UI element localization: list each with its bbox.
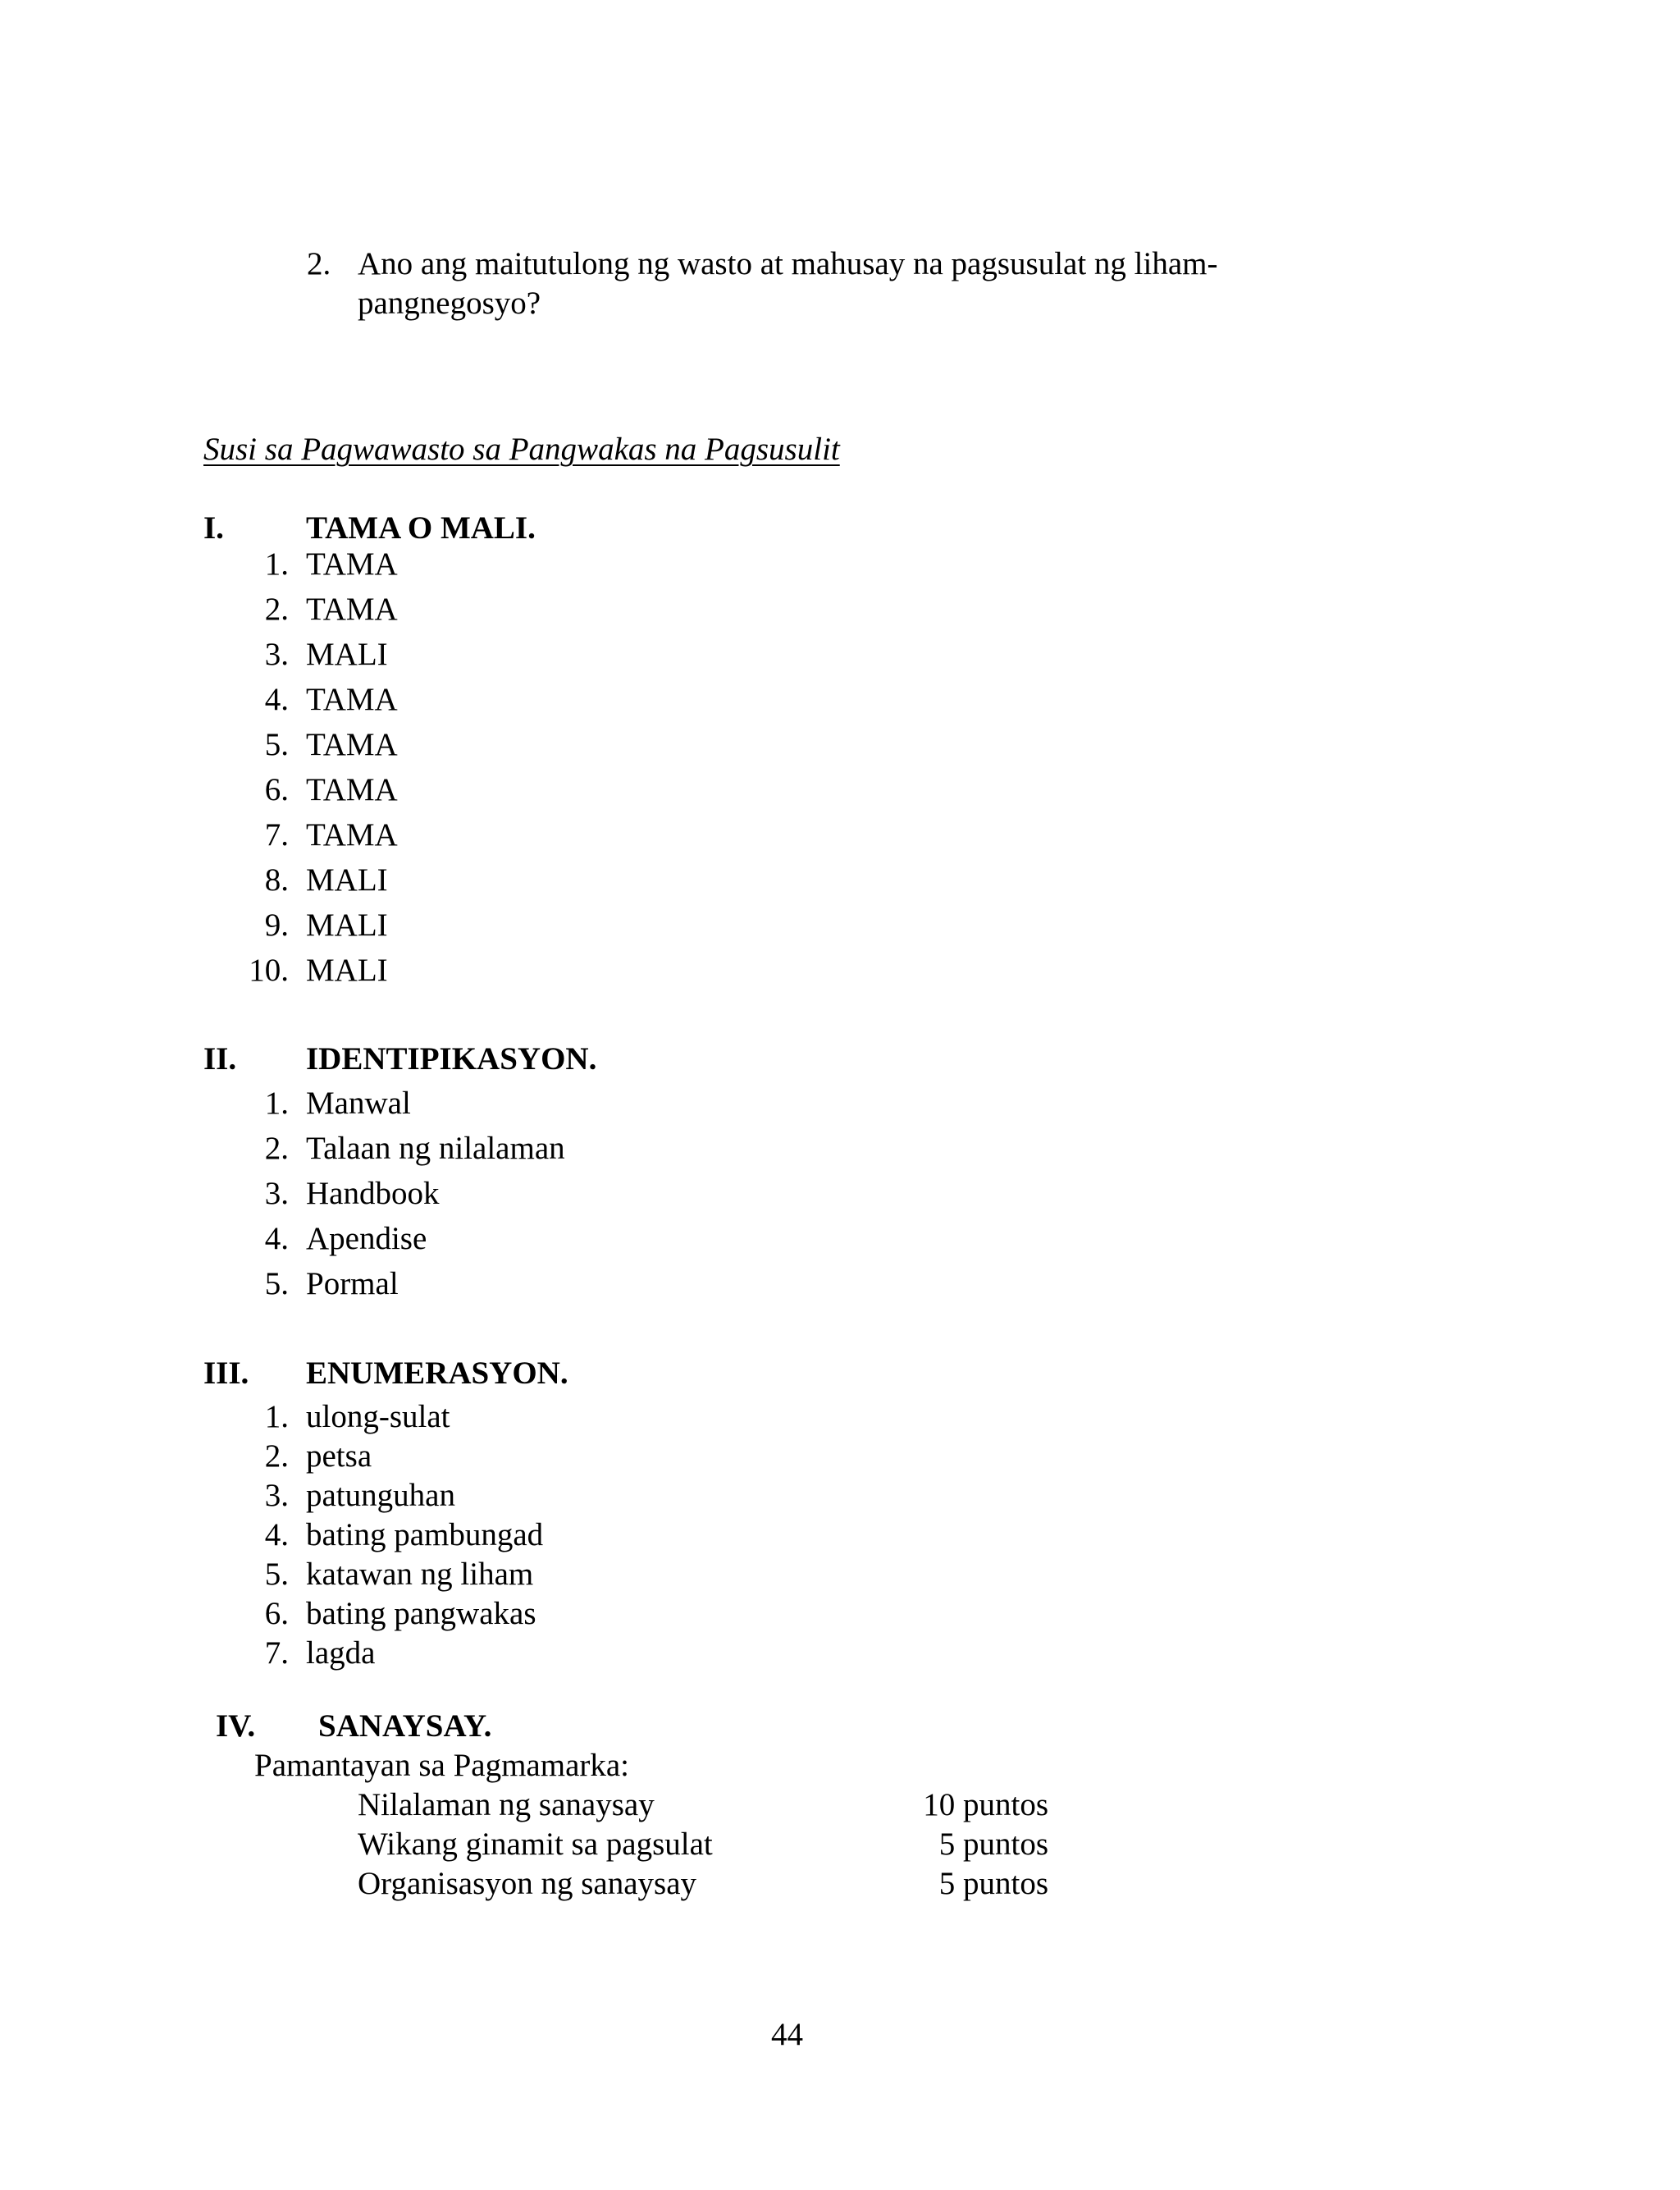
list-item-answer: bating pangwakas	[306, 1596, 536, 1631]
list-item-answer: Manwal	[306, 1086, 411, 1121]
page-number: 44	[771, 2017, 803, 2052]
rubric-criterion: Nilalaman ng sanaysay	[358, 1787, 655, 1822]
section-title: SANAYSAY.	[318, 1708, 492, 1744]
question-line-1: Ano ang maitutulong ng wasto at mahusay na pagsusulat ng liham-	[358, 246, 1218, 281]
list-item-answer: Apendise	[306, 1221, 427, 1256]
list-item-answer: patunguhan	[306, 1478, 455, 1513]
answer-key-title: Susi sa Pagwawasto sa Pangwakas na Pagsusulit	[203, 432, 840, 467]
list-item-number: 10.	[249, 953, 289, 988]
list-item-number: 1.	[264, 546, 289, 582]
list-item-number: 2.	[264, 1438, 289, 1474]
rubric-points: 5 puntos	[938, 1827, 1048, 1862]
section-numeral: II.	[203, 1041, 237, 1077]
list-item-answer: TAMA	[306, 682, 398, 717]
list-item-number: 4.	[264, 1221, 289, 1256]
rubric-points: 5 puntos	[938, 1866, 1048, 1901]
rubric-criterion: Organisasyon ng sanaysay	[358, 1866, 697, 1901]
list-item-answer: TAMA	[306, 546, 398, 582]
list-item-answer: katawan ng liham	[306, 1557, 534, 1592]
rubric-criterion: Wikang ginamit sa pagsulat	[358, 1827, 713, 1862]
section-title: TAMA O MALI.	[306, 510, 536, 546]
list-item-number: 5.	[264, 727, 289, 762]
list-item-number: 4.	[264, 1517, 289, 1552]
question-line-2: pangnegosyo?	[358, 286, 541, 321]
section-numeral: I.	[203, 510, 224, 546]
list-item-answer: TAMA	[306, 772, 398, 807]
list-item-number: 5.	[264, 1557, 289, 1592]
list-item-number: 6.	[264, 772, 289, 807]
list-item-answer: Handbook	[306, 1176, 440, 1211]
list-item-answer: Pormal	[306, 1266, 399, 1301]
list-item-number: 1.	[264, 1086, 289, 1121]
list-item-number: 6.	[264, 1596, 289, 1631]
list-item-answer: ulong-sulat	[306, 1399, 450, 1434]
section-numeral: III.	[203, 1356, 249, 1391]
list-item-answer: MALI	[306, 862, 388, 898]
list-item-answer: TAMA	[306, 592, 398, 627]
list-item-number: 3.	[264, 1176, 289, 1211]
list-item-answer: Talaan ng nilalaman	[306, 1131, 565, 1166]
section-title: ENUMERASYON.	[306, 1356, 568, 1391]
list-item-answer: MALI	[306, 908, 388, 943]
list-item-number: 1.	[264, 1399, 289, 1434]
list-item-number: 5.	[264, 1266, 289, 1301]
rubric-points: 10 puntos	[923, 1787, 1048, 1822]
list-item-number: 3.	[264, 1478, 289, 1513]
list-item-answer: MALI	[306, 637, 388, 672]
list-item-answer: petsa	[306, 1438, 372, 1474]
list-item-answer: lagda	[306, 1635, 376, 1671]
list-item-number: 7.	[264, 817, 289, 853]
list-item-number: 7.	[264, 1635, 289, 1671]
list-item-number: 8.	[264, 862, 289, 898]
list-item-answer: TAMA	[306, 817, 398, 853]
list-item-number: 9.	[264, 908, 289, 943]
list-item-answer: MALI	[306, 953, 388, 988]
section-title: IDENTIPIKASYON.	[306, 1041, 597, 1077]
list-item-answer: TAMA	[306, 727, 398, 762]
list-item-answer: bating pambungad	[306, 1517, 544, 1552]
question-number: 2.	[307, 246, 331, 281]
list-item-number: 2.	[264, 1131, 289, 1166]
list-item-number: 2.	[264, 592, 289, 627]
rubric-subtitle: Pamantayan sa Pagmamarka:	[254, 1748, 630, 1783]
section-numeral: IV.	[216, 1708, 256, 1744]
list-item-number: 3.	[264, 637, 289, 672]
list-item-number: 4.	[264, 682, 289, 717]
